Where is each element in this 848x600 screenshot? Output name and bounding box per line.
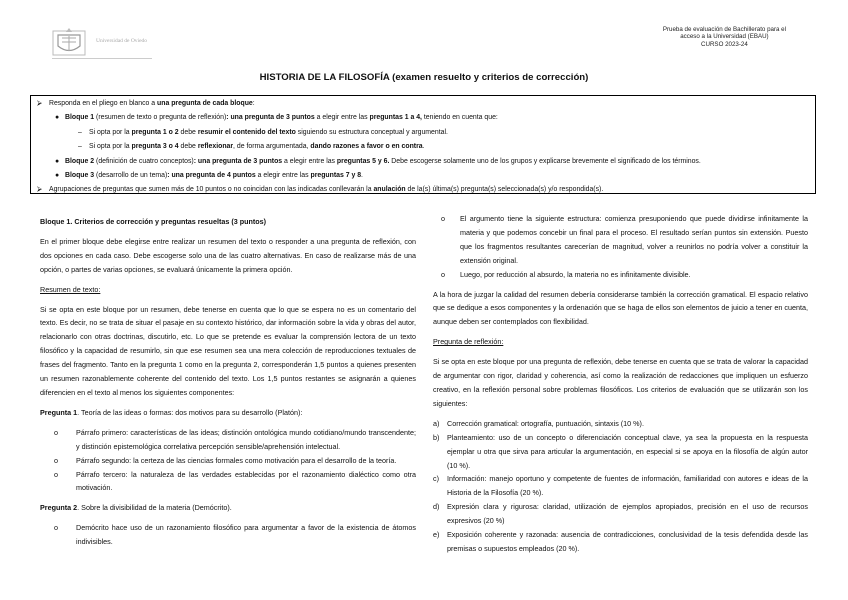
criteria-item: d) Expresión clara y rigurosa: claridad, utilización de ejemplos apropiados, precisión en el uso de recursos expresivos (20 %) bbox=[433, 502, 808, 526]
bullet-icon: ● bbox=[55, 157, 60, 165]
university-logo bbox=[52, 26, 152, 56]
header-line-2: acceso a la Universidad (EBAU) bbox=[680, 33, 769, 41]
logo-rule bbox=[52, 58, 152, 59]
instruction-row: ⮚ Agrupaciones de preguntas que sumen más de 10 puntos o no coincidan con las indicadas conllevarán la anulación de la(s) última(s) pregunta(s) seleccionada(s) y/o respondida(s). bbox=[37, 183, 809, 197]
question-2-title: Pregunta 2. Sobre la divisibilidad de la materia (Demócrito). bbox=[40, 503, 232, 513]
subheading-reflexion: Pregunta de reflexión: bbox=[433, 337, 504, 347]
bullet-icon: ● bbox=[55, 114, 60, 122]
question-2-list-continued bbox=[433, 212, 808, 282]
dash-bullet-icon: – bbox=[78, 143, 82, 151]
instruction-row: – Si opta por la pregunta 3 o 4 debe reflexionar, de forma argumentada, dando razones a favor o en contra. bbox=[37, 140, 809, 154]
arrow-bullet-icon: ⮚ bbox=[37, 100, 42, 107]
list-item: o Demócrito hace uso de un razonamiento filosófico para argumentar a favor de la existencia de átomos indivisibles. bbox=[54, 523, 416, 547]
university-name: Universidad de Oviedo bbox=[96, 38, 148, 44]
instruction-row: ● Bloque 2 (definición de cuatro conceptos): una pregunta de 3 puntos a elegir entre las preguntas 5 y 6. Debe escogerse solamente uno de los grupos y explicarse brevemente el significado de los términos. bbox=[37, 155, 809, 169]
reflexion-paragraph: Si se opta en este bloque por una pregunta de reflexión, debe tenerse en cuenta que se trata de valorar la capacidad de argumentar con rigor, claridad y coherencia, así como la realización de redacciones que impliquen un esfuerzo creativo, en la reflexión personal sobre problemas filosóficos. Los criterios de evaluación que se utilizarán son los siguientes: bbox=[433, 357, 808, 408]
subheading-resumen: Resumen de texto: bbox=[40, 284, 101, 294]
dash-bullet-icon: – bbox=[78, 128, 82, 136]
criteria-item: a) Corrección gramatical: ortografía, puntuación, sintaxis (10 %). bbox=[433, 418, 644, 428]
list-item: o Párrafo primero: características de las ideas; distinción ontológica mundo cotidiano/mundo transcendente; y distinción epistemológica correlativa percepción sensible/aprehensión intelectual. bbox=[54, 427, 416, 451]
quality-paragraph: A la hora de juzgar la calidad del resumen debería considerarse también la corrección gramatical. El espacio relativo que se dedique a esos componentes y la ordenación que se haga de ellos son elementos de juicio a tener en cuenta, aunque deben ser contemplados con flexibilidad. bbox=[433, 289, 808, 327]
circle-bullet-icon: o bbox=[54, 427, 58, 437]
instruction-row: ● Bloque 3 (desarrollo de un tema): una pregunta de 4 puntos a elegir entre las preguntas 7 y 8. bbox=[37, 169, 809, 183]
question-1-title: Pregunta 1. Teoría de las ideas o formas: dos motivos para su desarrollo (Platón): bbox=[40, 407, 303, 417]
circle-bullet-icon: o bbox=[441, 269, 445, 279]
instruction-row: – Si opta por la pregunta 1 o 2 debe resumir el contenido del texto siguiendo su estructura conceptual y argumental. bbox=[37, 126, 809, 140]
circle-bullet-icon: o bbox=[54, 469, 58, 479]
criteria-item: e) Exposición coherente y razonada: ausencia de contradicciones, conclusividad de la tesis defendida desde las premisas o supuestos empleados (20 %). bbox=[433, 530, 808, 553]
bullet-icon: ● bbox=[55, 172, 60, 180]
left-column bbox=[40, 215, 416, 555]
list-item: o Luego, por reducción al absurdo, la materia no es infinitamente divisible. bbox=[433, 268, 808, 282]
circle-bullet-icon: o bbox=[54, 455, 58, 465]
instructions-box bbox=[30, 95, 816, 194]
header-line-1: Prueba de evaluación de Bachillerato para el bbox=[662, 26, 786, 33]
criteria-list bbox=[433, 417, 808, 556]
resumen-paragraph: Si se opta en este bloque por un resumen, debe tenerse en cuenta que lo que se espera no es un comentario del texto. Es decir, no se trata de situar el pasaje en su contexto histórico, dar información sobre la vida y obras del autor, relacionarlo con otras doctrinas, discutirlo, etc. Lo que se pretende es evaluar la comprensión lectora de un texto filosófico y la capacidad de resumirlo, sin que ese resumen sea una mera colección de reproducciones textuales de frases del fragmento. Tanto en la pregunta 1 como en la pregunta 2, corresponderán 1,5 puntos a quienes presenten un resumen razonablemente coherente del contenido del texto. Los 1,5 puntos restantes se asignarán a quienes diferencien en el texto al menos los siguientes componentes: bbox=[40, 304, 416, 397]
question-2-list bbox=[40, 521, 416, 549]
circle-bullet-icon: o bbox=[54, 523, 58, 533]
page-title: HISTORIA DE LA FILOSOFÍA (examen resuelto y criterios de corrección) bbox=[259, 72, 589, 83]
exam-header bbox=[663, 26, 786, 48]
list-item: o Párrafo segundo: la certeza de las ciencias formales como motivación para el desarrollo de la teoría. bbox=[40, 454, 416, 468]
question-1-list bbox=[40, 426, 416, 496]
section-heading: Bloque 1. Criterios de corrección y preguntas resueltas (3 puntos) bbox=[40, 217, 267, 226]
arrow-bullet-icon: ⮚ bbox=[37, 186, 42, 194]
crest-icon bbox=[52, 26, 86, 56]
list-item: o Párrafo tercero: la naturaleza de las verdades establecidas por el razonamiento dialéctico como otra motivación. bbox=[54, 469, 416, 493]
criteria-item: c) Información: manejo oportuno y competente de fuentes de información, familiaridad con autores e ideas de la Historia de la Filosofía (20 %). bbox=[433, 474, 808, 498]
intro-paragraph: En el primer bloque debe elegirse entre realizar un resumen del texto o responder a una pregunta de reflexión, con dos opciones en cada caso. Debe escogerse solo una de las cuatro alternativas. En caso de realizarse más de una opción, o partes de varias opciones, se evaluará únicamente la primera opción. bbox=[40, 236, 416, 274]
right-column bbox=[433, 212, 808, 556]
instruction-row: ⮚ Responda en el pliego en blanco a una pregunta de cada bloque: bbox=[37, 97, 809, 111]
instruction-row: ● Bloque 1 (resumen de texto o pregunta de reflexión): una pregunta de 3 puntos a elegir entre las preguntas 1 a 4, teniendo en cuenta que: bbox=[37, 111, 809, 125]
criteria-item: b) Planteamiento: uso de un concepto o diferenciación conceptual clave, ya sea la propuesta en la respuesta ejemplar u otra que sirva para articular la argumentación, en especial si se apoya en la filosofía de algún autor (10 %). bbox=[433, 432, 808, 470]
header-line-3: CURSO 2023-24 bbox=[701, 40, 748, 48]
circle-bullet-icon: o bbox=[441, 214, 445, 223]
list-item: o El argumento tiene la siguiente estructura: comienza presuponiendo que puede dividirse infinitamente la materia y que podemos concebir un final para el proceso. El resultado serían puntos sin extensión. Puesto que los fragmentos resultantes carecerían de magnitud, volver a reunirlos no podría volver a constituir la extensión original. bbox=[441, 214, 808, 265]
